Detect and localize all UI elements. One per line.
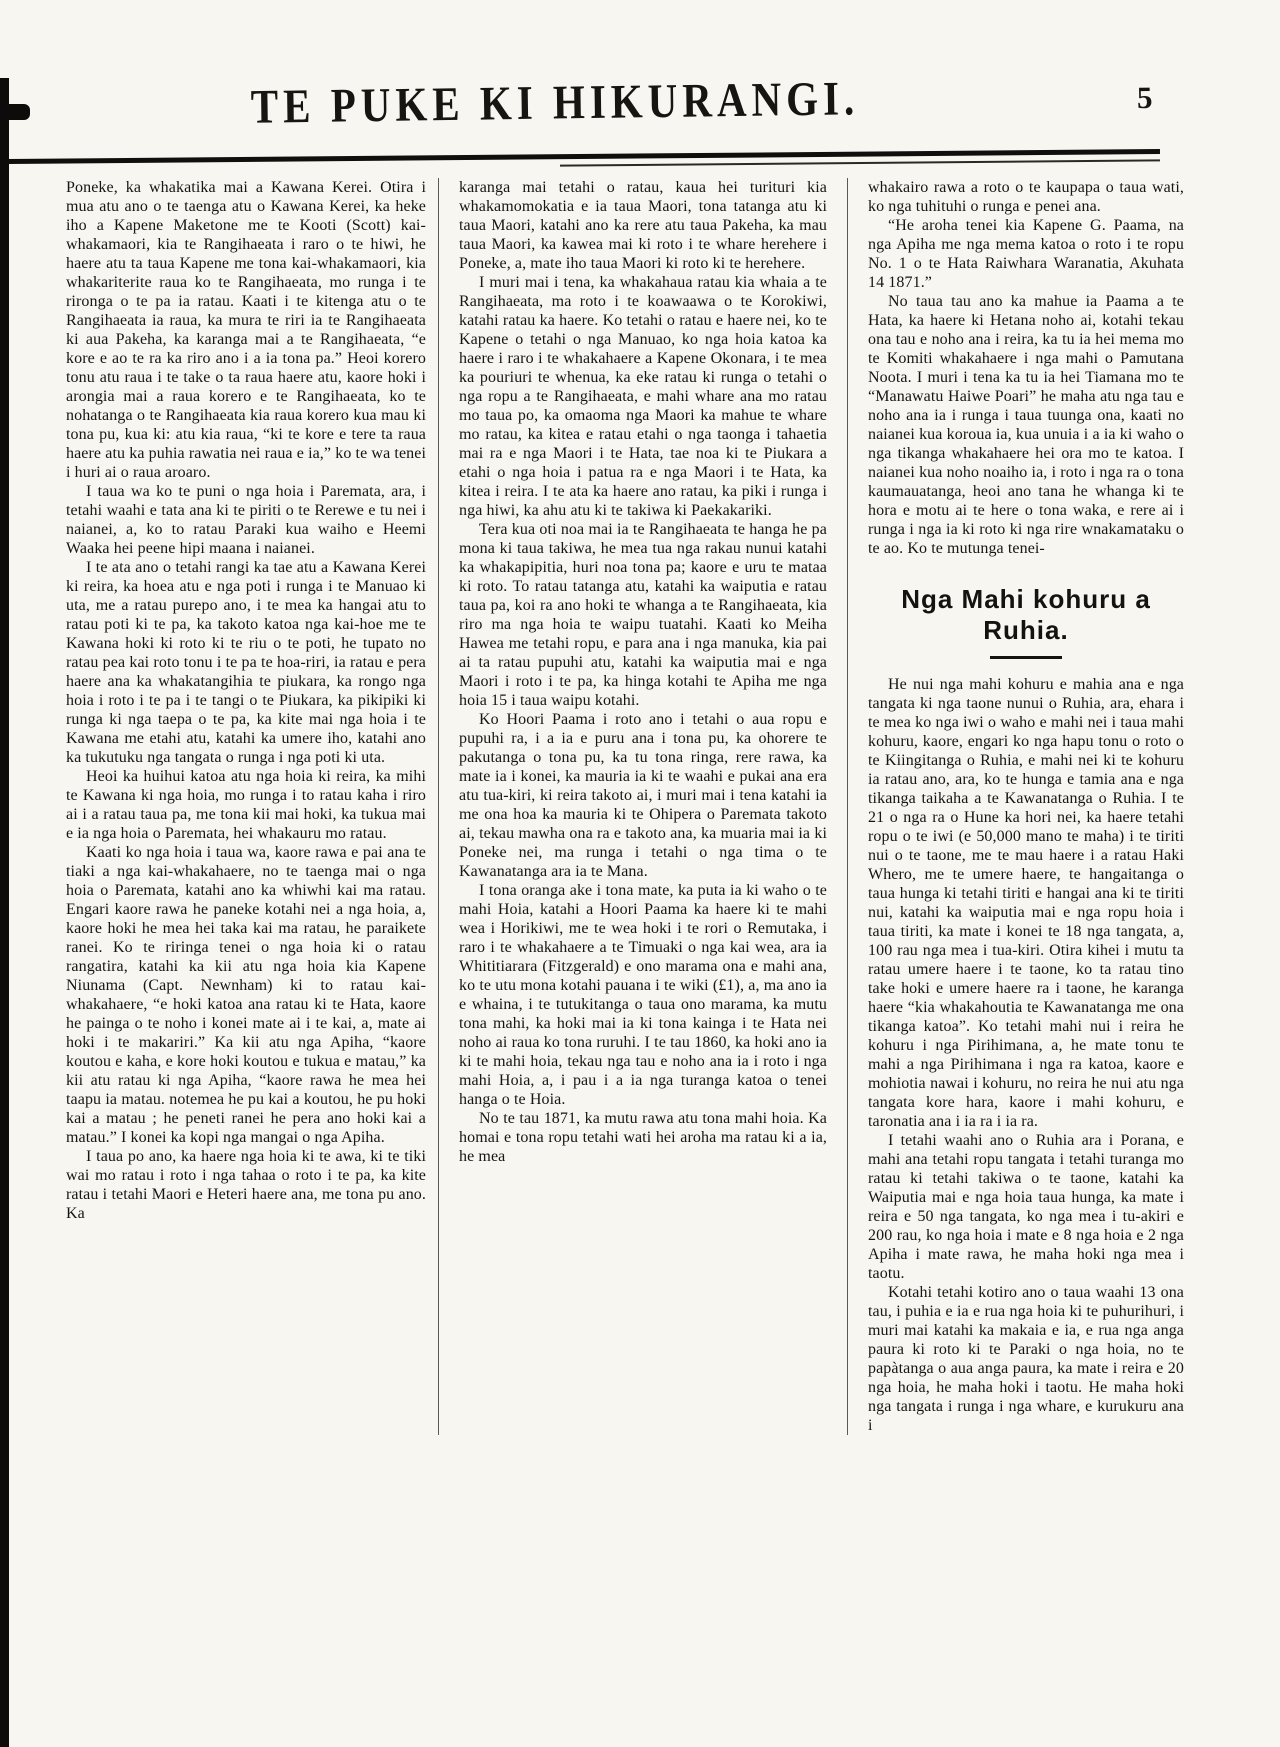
paragraph: Heoi ka huihui katoa atu nga hoia ki reira, ka mihi te Kawana ki nga hoia, mo runga i to ratau kaha i riro ai i a ratau taua pa, me tona kii mai hoki, ka tukua mai e ia nga hoia o Paremata, hei whakauru mo ratau. <box>66 768 426 842</box>
article-heading: Nga Mahi kohuru a Ruhia. <box>901 584 1151 645</box>
paragraph: I muri mai i tena, ka whakahaua ratau kia whaia a te Rangihaeata, ma roto i te koawaawa o te Korokiwi, katahi ratau ka haere. Ko tetahi o ratau e haere nei, ko te Kapene o tetahi o nga Manuao, ko nga hoia katoa ka haere i raro i te whakahaere a Kapene Okonara, i te mea ka pouriuri te whenua, ka eke ratau ki runga o tetahi o nga ropu a te Rangihaeata, e mahi whare ana mo ratau mo taua po, ka omaoma nga Maori ka mahue te whare mo ratau, ka kitea e ratau etahi o nga taonga i tahaetia mai ra e nga Maori i te Hata, tae noa ki te Piukara a etahi o nga hoia i patua ra e nga Maori i te Hata, ka kitea i reira. I te ata ka haere ano ratau, ka piki i runga i nga hiwi, ka ahu atu ki te takiwa ki Paekakariki. <box>459 274 827 519</box>
column-1 <box>66 178 426 1435</box>
newspaper-page <box>0 70 1280 1747</box>
scan-edge-bar <box>0 78 9 1747</box>
paragraph: Ko Hoori Paama i roto ano i tetahi o aua ropu e pupuhi ra, i a ia e puru ana i tona pu, ka ohorere te pakutanga o tona pu, ka tu tona ringa, rere rawa, ka mate ia i konei, ka mauria ia ki te waahi e pukai ana era atu tua-kiri, ki reira takoto ai, i muri mai i tena katahi ia me ona hoa ka mauria ki te Ohipera o Paremata takoto ai, tekau mawha ona ra e takoto ana, ka muaria mai ia ki Poneke nei, ma runga i tetahi o nga tima o te Kawanatanga ara ia te Mana. <box>459 711 827 880</box>
paragraph: karanga mai tetahi o ratau, kaua hei turituri kia whakamomokatia e ia taua Maori, tona tatanga atu ki taua Maori, katahi ano ka rere atu taua Pakeha, ka mau taua Maori, ka kawea mai ki roto i te whare herehere i Poneke, a, mate iho taua Maori ki roto ki te herehere. <box>459 179 827 272</box>
paragraph: I tona oranga ake i tona mate, ka puta ia ki waho o te mahi Hoia, katahi a Hoori Paama ka haere ki te mahi wea i Horikiwi, me te wea hoki i te rori o Remutaka, i raro i te whakahaere a te Timuaki o nga kai wea, ara ia Whititiarara (Fitzgerald) e ono marama ona e mahi ana, ko te utu mona kotahi pauana i te wiki (£1), a, ma ano ia e whaina, i te tutukitanga o taua ono marama, ka mutu tona mahi, ka hoki mai ia ki tona kainga i te Hata nei noho ai raua ko tona ruruhi. I te tau 1860, ka hoki ano ia ki te mahi hoia, tekau nga tau e noho ana ia i roto i nga mahi Hoia, a, i pau i a ia nga turanga katoa o tenei hanga o te Hoia. <box>459 882 827 1108</box>
paragraph: No taua tau ano ka mahue ia Paama a te Hata, ka haere ki Hetana noho ai, kotahi tekau ona tau e noho ana i reira, ka tu ia hei mema mo te Komiti whakahaere i nga mahi o Pamutana Noota. I muri i tena ka tu ia hei Tiamana mo te “Manawatu Haiwe Poari” he maha atu nga tau e noho ana ia i runga i taua tuunga ona, kaati no naianei kua koroua ia, kua unuia i a ia ki waho o nga tikanga whakahaere hei ora mo te katoa. I naianei kua noho noaiho ia, i roto i nga ra o tona kaumauatanga, heoi ano tana he whanga ki te hora e motu ai te here o tona waka, e rere ai i runga i nga ia ki roto ki nga rire wnakamataku o te ao. Ko te mutunga tenei- <box>868 293 1184 557</box>
masthead <box>0 70 1280 150</box>
paragraph: Kotahi tetahi kotiro ano o taua waahi 13 ona tau, i puhia e ia e rua nga hoia ki te puhurihuri, i muri mai katahi ka makaia e ia, e rua nga anga paura ki roto ki te Paraki o nga hoia, no te papàtanga o aua anga paura, ka mate i reira e 20 nga hoia, he maha hoki i taotu. He maha hoki nga tangata i runga i nga whare, e kurukuru ana i <box>868 1284 1184 1434</box>
paragraph: I taua po ano, ka haere nga hoia ki te awa, ki te tiki wai mo ratau i roto i nga tahaa o roto i te pa, ka kite ratau i tetahi Maori e Heteri haere ana, me tona pu ano. Ka <box>66 1148 426 1222</box>
paragraph: Poneke, ka whakatika mai a Kawana Kerei. Otira i mua atu ano o te taenga atu o Kawana Kerei, ka heke iho a Kapene Maketone me te Kooti (Scott) kai-whakamaori, kia te Rangihaeata i raro o te hiwi, he haere atu ta taua Kapene me tona kai-whakamaori, kia whakariterite raua ko te Rangihaeata, mo runga i te rironga o te pa ia ratau. Kaati i te kitenga atu o te Rangihaeata ia raua, ka mura te riri ia te Rangihaeata ki aua Pakeha, ka karanga mai a te Rangihaeata, “e kore e ao te ra ka riro ano i a ia tona pa.” Heoi korero tonu atu raua i te take o ta raua haere atu, kaore hoki i arongia mai a raua korero e te Rangihaeata, ko te nohatanga o te Rangihaeata kia raua korero kua mau ki tona pu, kua ki: atu kia raua, “ki te kore e tere ta raua haere atu ka puhia rawatia nei raua e ia,” ko te wa tenei i huri ai o raua aroaro. <box>66 179 426 481</box>
paragraph: Tera kua oti noa mai ia te Rangihaeata te hanga he pa mona ki taua takiwa, he mea tua nga rakau nunui katahi ka whakapipitia, huri noa tona pa; kaore e uru te mataa ki roto. To ratau tatanga atu, katahi ka waiputia e ratau taua pa, koi ra ano hoki te whanga a te Rangihaeata, kia riro ma nga hoia te waipu tuatahi. Kaati ko Meiha Hawea me tetahi ropu, e para ana i nga manuka, kia pai ai ta ratau pupuhi atu, katahi ka waiputia mai e nga Maori i roto i te pa, ka hinga kotahi te Apiha me nga hoia 15 i taua waipu kotahi. <box>459 521 827 709</box>
article-columns <box>0 164 1280 1435</box>
paragraph: Kaati ko nga hoia i taua wa, kaore rawa e pai ana te tiaki a nga kai-whakahaere, no te taenga mai o nga hoia o Paremata, katahi ano ka whiwhi kai ma ratau. Engari kaore rawa he paneke kotahi nei a nga hoia, a, kaore hoki he mea hei taka kai ma ratau, he paraikete ranei. Ko te riringa tenei o nga hoia ki o ratau rangatira, katahi ka kii atu nga hoia kia Kapene Niunama (Capt. Newnham) ki to ratau kai-whakahaere, “e hoki katoa ana ratau ki te Hata, kaore he painga o te noho i konei mate ai i te kai, a, mate ai hoki i te makariri.” Ka kii atu nga Apiha, “kaore koutou e kaha, e kore hoki koutou e tukua e matau,” ka kii atu ratau ki nga Apiha, “kaore rawa he mea hei taapu ia matau. notemea he pu kai a koutou, he pu hoki kai a matau ; he peneti ranei he pera ano hoki kai a matau.” I konei ka kopi nga mangai o nga Apiha. <box>66 844 426 1146</box>
paragraph: whakairo rawa a roto o te kaupapa o taua wati, ko nga tuhituhi o runga e penei ana. <box>868 179 1184 215</box>
paragraph: I tetahi waahi ano o Ruhia ara i Porana, e mahi ana tetahi ropu tangata i tetahi turanga mo ratau ki tetahi takiwa o te taone, katahi ka Waiputia mai e nga hoia taua hunga, ka mate i reira e 50 nga tangata, ko nga mea i tu-akiri e 200 rau, ko nga hoia i mate e 8 nga hoia e 2 nga Apiha i mate rawa, he maha hoki nga mea i taotu. <box>868 1132 1184 1282</box>
page-number: 5 <box>1136 79 1153 116</box>
paragraph: “He aroha tenei kia Kapene G. Paama, na nga Apiha me nga mema katoa o roto i te ropu No. 1 o te Hata Raiwhara Waranatia, Akuhata 14 1871.” <box>868 217 1184 291</box>
masthead-title: TE PUKE KI HIKURANGI. <box>250 70 860 134</box>
column-2 <box>438 178 848 1435</box>
paragraph: I taua wa ko te puni o nga hoia i Paremata, ara, i tetahi waahi e tata ana ki te piriti o te Rerewe e tu nei i naianei, a, ko to ratau Paraki kua waiho e Heemi Waaka hei peene hipi maana i naianei. <box>66 483 426 557</box>
heading-rule <box>990 656 1062 659</box>
column-3 <box>848 178 1184 1435</box>
paragraph: No te tau 1871, ka mutu rawa atu tona mahi hoia. Ka homai e tona ropu tetahi wati hei aroha ma ratau ki a ia, he mea <box>459 1110 827 1165</box>
paragraph: He nui nga mahi kohuru e mahia ana e nga tangata ki nga taone nunui o Ruhia, ara, ehara i te mea ko nga iwi o waho e mahi nei i taua mahi kohuru, kaore, engari ko nga hapu tonu o roto o te Kiingitanga o Ruhia, e mahi nei ki te kohuru ia ratau ano, ara, ko te hunga e tamia ana e nga tikanga taikaha a te Kawanatanga o Ruhia. I te 21 o nga ra o Hune ka hori nei, ka haere tetahi ropu o te iwi (e 50,000 mano te maha) i te tiriti nui o te taone, me te mau haere i a ratau Haki Whero, me te umere haere, te hangaitanga o taua hunga ki tetahi tiriti e hangai ana ki te tiriti nui, katahi ka waiputia mai e nga ropu hoia i taua tiriti, ka mate i konei te 18 nga tangata, a, 100 rau nga mea i tua-kiri. Otira kihei i mutu ta ratau umere haere i te taone, ko ta ratau tino take hoki e umere haere ra i taone, he karanga haere “kia whakahoutia te Kawanatanga me ona tikanga katoa”. Ko tetahi mahi nui i reira he kohuru i nga Pirihimana, a, he mate tonu te mahi a nga Pirihimana i nga ra katoa, kaore e mohiotia nawai i kohuru, no reira he nui atu nga tangata kore hara, kaore i mahi kohuru, e taronatia ana i ia ra i ia ra. <box>868 676 1184 1130</box>
paragraph: I te ata ano o tetahi rangi ka tae atu a Kawana Kerei ki reira, ka hoea atu e nga poti i runga i te Manuao ki uta, me a ratau purepo ano, i te mea ka hangai atu to ratau poti ki te pa, ka takoto katoa nga kai-hoe me te Kawana hoki ki roto ki te riu o te poti, he tupato no ratau pea kai roto tonu i te pa te hoa-riri, ia ratau e pera haere ana ka whakatangihia te piukara, ka rongo nga hoia i roto i te pa i te tangi o te Piukara, ka pikipiki ki runga ki nga taepa o te pa, ka kite mai nga hoia i te Kawana me etahi atu, katahi ka umere iho, katahi ano ka tukutuku nga tangata o runga i nga poti ki uta. <box>66 559 426 766</box>
